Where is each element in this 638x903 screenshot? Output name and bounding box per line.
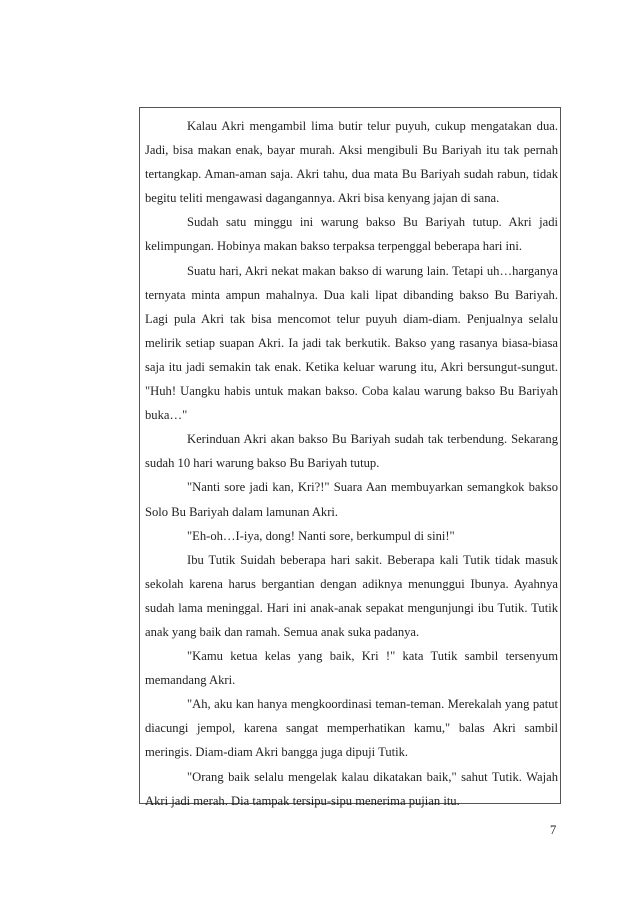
paragraph-11: "Orang baik selalu mengelak kalau dikatakan baik," sahut Tutik. Wajah Akri jadi merah. Dia tampak tersipu-sipu menerima pujian itu. [145,769,558,808]
paragraph-4: "Huh! Uangku habis untuk makan bakso. Coba kalau warung bakso Bu Bariyah buka…" [145,384,558,423]
story-text [145,114,558,813]
paragraph-5: Kerinduan Akri akan bakso Bu Bariyah sudah tak terbendung. Sekarang sudah 10 hari warung bakso Bu Bariyah tutup. [145,432,558,471]
paragraph-8: Ibu Tutik Suidah beberapa hari sakit. Beberapa kali Tutik tidak masuk sekolah karena harus bergantian dengan adiknya menunggui Ibunya. Ayahnya sudah lama meninggal. Hari ini anak-anak sepakat mengunjungi ibu Tutik. Tutik anak yang baik dan ramah. Semua anak suka padanya. [145,552,558,639]
paragraph-2: Sudah satu minggu ini warung bakso Bu Bariyah tutup. Akri jadi kelimpungan. Hobinya makan bakso terpaksa terpenggal beberapa hari ini. [145,215,558,254]
paragraph-7: "Eh-oh…I-iya, dong! Nanti sore, berkumpul di sini!" [187,528,455,543]
paragraph-9: "Kamu ketua kelas yang baik, Kri !" kata Tutik sambil tersenyum memandang Akri. [145,649,558,688]
paragraph-6: "Nanti sore jadi kan, Kri?!" Suara Aan membuyarkan semangkok bakso Solo Bu Bariyah dalam lamunan Akri. [145,480,558,519]
paragraph-10: "Ah, aku kan hanya mengkoordinasi teman-teman. Merekalah yang patut diacungi jempol, karena sangat memperhatikan kamu," balas Akri sambil meringis. Diam-diam Akri bangga juga dipuji Tutik. [145,697,558,760]
page-number: 7 [550,823,557,837]
paragraph-1: Kalau Akri mengambil lima butir telur puyuh, cukup mengatakan dua. Jadi, bisa makan enak, bayar murah. Aksi mengibuli Bu Bariyah itu tak pernah tertangkap. Aman-aman saja. Akri tahu, dua mata Bu Bariyah sudah rabun, tidak begitu teliti mengawasi dagangannya. Akri bisa kenyang jajan di sana. [145,119,558,206]
paragraph-3: Suatu hari, Akri nekat makan bakso di warung lain. Tetapi uh…harganya ternyata minta ampun mahalnya. Dua kali lipat dibanding bakso Bu Bariyah. Lagi pula Akri tak bisa mencomot telur puyuh diam-diam. Penjualnya selalu melirik setiap suapan Akri. Ia jadi tak berkutik. Bakso yang rasanya biasa-biasa saja itu jadi semakin tak enak. Ketika keluar warung itu, Akri bersungut-sungut. [145,263,558,374]
